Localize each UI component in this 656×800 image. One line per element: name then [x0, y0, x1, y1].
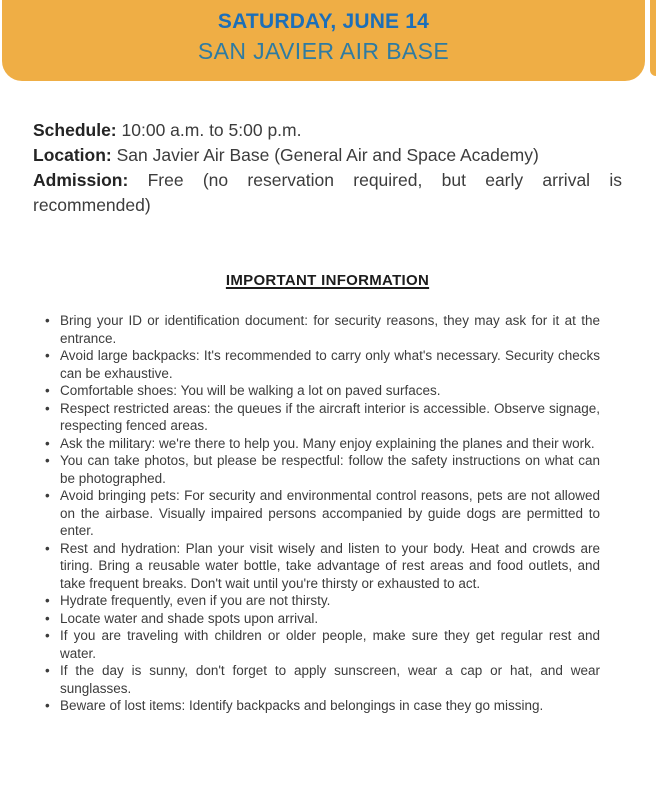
list-item: • You can take photos, but please be respectful: follow the safety instructions on what can be photographed. [45, 452, 600, 487]
event-details [33, 118, 622, 218]
list-item: • Ask the military: we're there to help you. Many enjoy explaining the planes and their work. [45, 435, 600, 453]
event-header-banner [2, 0, 645, 81]
event-location-subtitle: SAN JAVIER AIR BASE [197, 38, 450, 64]
list-item: • If you are traveling with children or older people, make sure they get regular rest and water. [45, 627, 600, 662]
location-label: Location: [33, 145, 112, 165]
document-body [33, 118, 622, 715]
list-item: • Comfortable shoes: You will be walking a lot on paved surfaces. [45, 382, 600, 400]
schedule-row [33, 118, 622, 143]
list-item: • Avoid large backpacks: It's recommended to carry only what's necessary. Security checks can be exhaustive. [45, 347, 600, 382]
list-item: • Locate water and shade spots upon arrival. [45, 610, 600, 628]
important-information-list [45, 312, 600, 715]
event-date-title: SATURDAY, JUNE 14 [217, 10, 430, 33]
location-row [33, 143, 622, 168]
important-information-heading: IMPORTANT INFORMATION [225, 272, 430, 289]
admission-row [33, 168, 622, 218]
list-item: • Respect restricted areas: the queues if the aircraft interior is accessible. Observe signage, respecting fenced areas. [45, 400, 600, 435]
list-item: • Beware of lost items: Identify backpacks and belongings in case they go missing. [45, 697, 600, 715]
admission-label: Admission: [33, 170, 129, 190]
list-item: • Avoid bringing pets: For security and environmental control reasons, pets are not allowed on the airbase. Visually impaired persons accompanied by guide dogs are permitted to enter. [45, 487, 600, 540]
admission-value: Free (no reservation required, but early arrival is recommended) [33, 170, 622, 215]
list-item: • If the day is sunny, don't forget to apply sunscreen, wear a cap or hat, and wear sunglasses. [45, 662, 600, 697]
list-item: • Rest and hydration: Plan your visit wisely and listen to your body. Heat and crowds are tiring. Bring a reusable water bottle, take advantage of rest areas and food outlets, and take frequent breaks. Don't wait until you're thirsty or exhausted to act. [45, 540, 600, 593]
list-item: • Hydrate frequently, even if you are not thirsty. [45, 592, 600, 610]
schedule-value: 10:00 a.m. to 5:00 p.m. [121, 120, 302, 140]
page-edge-decoration [650, 0, 656, 76]
location-value: San Javier Air Base (General Air and Space Academy) [116, 145, 539, 165]
list-item: • Bring your ID or identification document: for security reasons, they may ask for it at the entrance. [45, 312, 600, 347]
schedule-label: Schedule: [33, 120, 117, 140]
